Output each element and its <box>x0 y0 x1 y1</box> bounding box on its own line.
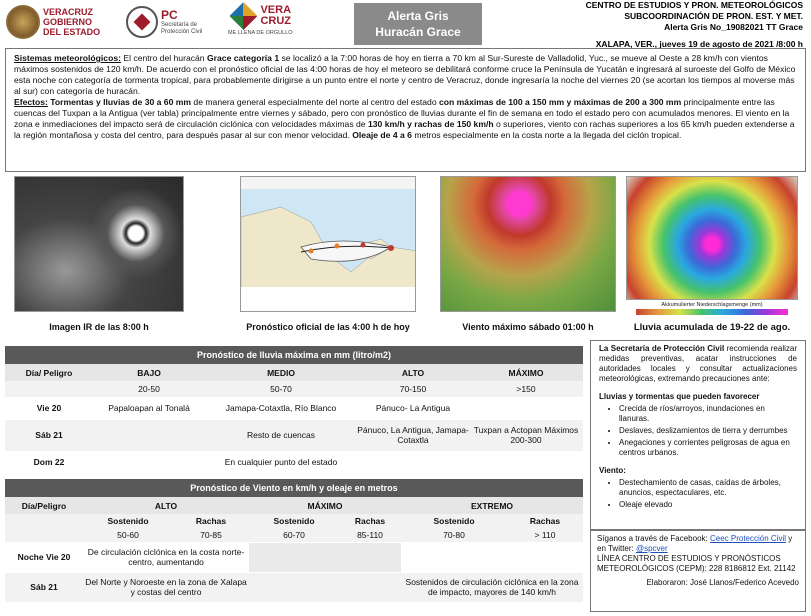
satellite-ir-image <box>14 176 184 312</box>
range-cell: 70-85 <box>173 528 249 542</box>
value-cell: Tuxpan a Actopan Máximos 200-300 <box>469 419 583 451</box>
gov-logo-line: VERACRUZ <box>43 7 94 17</box>
value-cell: Del Norte y Noroeste en la zona de Xalapa y costas del centro <box>83 572 249 602</box>
sistemas-text: se localizó a la 7:00 horas de hoy en tierra a 70 km al Sur-Sureste de Valladolid, Yuc., se mueve al Oeste a 28 km/h con vientos máximos sostenidos de 120 km/h. De acuerdo con el pronóstico oficial de las 4:00 horas de hoy el meteoro se debilitará conforme cruce la Península de Yucatán e ingresará al suroeste del Golfo de México esta noche con categoría de tormenta tropical, para probablemente dirigirse a un punto entre el norte y centro de Veracruz, donde ingresaría la noche del viernes 20 (se acortan los tiempos al moverse más al sur) con categoría de huracán. <box>14 53 796 96</box>
efectos-highlight: 130 km/h y rachas de 150 km/h <box>367 119 494 129</box>
contact-box <box>590 530 806 612</box>
subheader-cell: Rachas <box>173 514 249 528</box>
wind-subheader-row <box>5 514 583 528</box>
range-cell: > 110 <box>507 528 583 542</box>
value-cell <box>93 419 205 451</box>
rain-forecast-table <box>5 346 583 473</box>
state-seal-icon <box>6 5 40 39</box>
list-item: • Oleaje elevado <box>619 500 797 510</box>
lluvias-title: Lluvias y tormentas que pueden favorecer <box>599 392 760 401</box>
header-cell: Día/ Peligro <box>25 367 73 378</box>
facebook-link[interactable]: Ceec Protección Civil <box>709 534 786 543</box>
subheader-cell: Rachas <box>507 514 583 528</box>
author-credit: Elaboraron: José Llanos/Federico Acevedo <box>646 578 799 587</box>
header-cell: MÁXIMO <box>508 367 544 378</box>
range-cell: 85-110 <box>339 528 401 542</box>
value-cell <box>469 451 583 473</box>
range-cell: 70-150 <box>399 383 427 394</box>
social-line <box>597 534 799 554</box>
wind-table-title: Pronóstico de Viento en km/h y oleaje en metros <box>5 479 583 497</box>
wind-caption: Viento máximo sábado 01:00 h <box>462 322 594 332</box>
header-cell: BAJO <box>137 367 161 378</box>
alert-banner <box>354 3 482 45</box>
images-row <box>0 176 811 341</box>
day-cell: Vie 20 <box>5 397 93 419</box>
recommend-text: recomienda realizar medidas preventivas, acatar instrucciones de autoridades locales y consultar actualizaciones meteorológicas, extremando precauciones ante: <box>599 344 798 383</box>
table-row <box>5 451 583 473</box>
wind-header-row <box>5 497 583 514</box>
phone-line: LÍNEA CENTRO DE ESTUDIOS Y PRONÓSTICOS METEOROLÓGICOS (CEPM): 228 8186812 Ext. 21142 <box>597 554 796 573</box>
list-item: • Anegaciones y corrientes peligrosas de agua en centros urbanos. <box>619 438 797 458</box>
gov-logo-line: GOBIERNO <box>43 17 93 27</box>
subheader-cell: Sostenido <box>249 514 339 528</box>
rain-caption: Lluvia acumulada de 19-22 de ago. <box>633 322 791 333</box>
efectos-text: principalmente entre las cuencas del Tuxpan a la Antigua (ver tabla) principalmente entre viernes y sábado, pero con pronóstico de lluvias durante el fin de semana en todo el estado pero con acumulados menores. El viento en la zona e inmediaciones del impacto será de circulación ciclónica con velocidades máximas de <box>14 97 790 129</box>
rain-color-scale <box>636 309 788 315</box>
empty-cell <box>5 528 83 542</box>
vc-logo-word: CRUZ <box>260 15 292 27</box>
efectos-highlight: con máximas de 100 a 150 mm y máximas de 200 a 300 mm <box>439 97 682 107</box>
accumulated-rain-map <box>626 176 798 300</box>
value-cell: En cualquier punto del estado <box>205 451 357 473</box>
table-row <box>5 397 583 419</box>
value-cell: Pánuco- La Antigua <box>357 397 469 419</box>
header-cell: MÁXIMO <box>307 500 343 511</box>
subheader-cell: Rachas <box>339 514 401 528</box>
subheader-cell: Sostenido <box>83 514 173 528</box>
sistemas-text: El centro del huracán <box>120 53 207 63</box>
empty-cell <box>5 514 83 528</box>
list-item: • Destechamiento de casas, caídas de árboles, anuncios, espectaculares, etc. <box>619 478 797 498</box>
value-cell: Pánuco, La Antigua, Jamapa-Cotaxtla <box>357 419 469 451</box>
forecast-track-map <box>240 176 416 312</box>
table-row <box>5 542 583 572</box>
alert-number: Alerta Gris No_19082021 TT Grace <box>664 22 803 32</box>
veracruz-government-logo <box>6 2 100 42</box>
value-cell <box>249 542 401 572</box>
header <box>0 0 811 49</box>
forecast-tables <box>5 346 583 614</box>
header-cell: ALTO <box>154 500 178 511</box>
pc-shield-icon <box>126 6 158 38</box>
day-cell: Sáb 21 <box>5 419 93 451</box>
header-cell: Día/Peligro <box>21 500 67 511</box>
recommend-agency: La Secretaría de Protección Civil <box>599 344 725 353</box>
recommendations-box <box>590 340 806 530</box>
summary-box <box>5 48 806 172</box>
issue-date: XALAPA, VER., jueves 19 de agosto de 2021 /8:00 h <box>595 39 803 49</box>
header-cell: EXTREMO <box>470 500 514 511</box>
track-caption: Pronóstico oficial de las 4:00 h de hoy <box>246 322 410 332</box>
value-cell <box>357 451 469 473</box>
value-cell: De circulación ciclónica en la costa norte-centro, aumentando <box>83 542 249 572</box>
efectos-text: de manera general especialmente del norte al centro del estado <box>191 97 439 107</box>
range-cell: 60-70 <box>249 528 339 542</box>
efectos-paragraph <box>14 97 797 141</box>
day-cell: Noche Vie 20 <box>5 542 83 572</box>
table-row <box>5 572 583 602</box>
range-cell: 70-80 <box>401 528 507 542</box>
efectos-text: o superiores, viento con rachas superiores a los 65 km/h pueden extenderse a la región montañosa y costa del centro, para después pasar al sur con menor velocidad. <box>14 119 795 140</box>
value-cell <box>249 572 401 602</box>
alert-title: Alerta Gris <box>387 9 449 23</box>
viento-list <box>619 478 797 510</box>
vc-logo-word: VERA <box>260 4 292 16</box>
pc-logo-text: PC <box>161 7 178 22</box>
value-cell: Sostenidos de circulación ciclónica en la zona de impacto, mayores de 140 km/h <box>401 572 583 602</box>
day-cell: Dom 22 <box>5 451 93 473</box>
twitter-link[interactable]: @spcver <box>635 544 668 553</box>
value-cell <box>469 397 583 419</box>
efectos-text: metros especialmente en la costa norte a la llegada del ciclón tropical. <box>411 130 682 140</box>
sistemas-label: Sistemas meteorológicos: <box>14 53 121 63</box>
range-cell: 50-60 <box>83 528 173 542</box>
subheader-cell: Sostenido <box>401 514 507 528</box>
proteccion-civil-logo <box>126 2 202 42</box>
day-cell: Sáb 21 <box>5 572 83 602</box>
alert-subtitle: Huracán Grace <box>375 25 461 39</box>
efectos-label: Efectos: <box>14 97 48 107</box>
social-text: Síganos a través de Facebook: <box>597 534 710 543</box>
value-cell: Jamapa-Cotaxtla, Río Blanco <box>205 397 357 419</box>
sistemas-paragraph <box>14 53 797 97</box>
veracruz-mark-icon <box>229 2 257 30</box>
social-text: y en Twitter: <box>597 534 793 553</box>
viento-title: Viento: <box>599 466 626 475</box>
value-cell: Papaloapan al Tonalá <box>93 397 205 419</box>
header-cell: ALTO <box>401 367 425 378</box>
ir-caption: Imagen IR de las 8:00 h <box>49 322 149 332</box>
header-cell: MEDIO <box>267 367 295 378</box>
efectos-highlight: Tormentas y lluvias de 30 a 60 mm <box>47 97 192 107</box>
rain-table-title: Pronóstico de lluvia máxima en mm (litro/m2) <box>5 346 583 364</box>
pc-logo-subtext: Protección Civil <box>161 28 203 35</box>
max-wind-map <box>440 176 616 312</box>
list-item: • Crecida de ríos/arroyos, inundaciones en llanuras. <box>619 404 797 424</box>
efectos-highlight: Oleaje de 4 a 6 <box>352 130 412 140</box>
lluvias-list <box>619 404 797 458</box>
veracruz-lema-logo <box>228 2 293 42</box>
value-cell <box>93 451 205 473</box>
issuer-block <box>503 0 803 50</box>
range-cell: 20-50 <box>138 383 160 394</box>
vc-logo-lema: ME LLENA DE ORGULLO <box>228 30 293 36</box>
pc-logo-subtext: Secretaría de <box>161 21 198 28</box>
hurricane-category: Grace categoría 1 <box>206 53 280 63</box>
rain-scale-label: Akkumulierter Niederschlagsmenge (mm) <box>661 302 763 308</box>
value-cell <box>401 542 583 572</box>
wind-forecast-table <box>5 479 583 602</box>
recommend-lead <box>599 344 797 384</box>
rain-header-row <box>5 364 583 381</box>
range-cell: 50-70 <box>270 383 292 394</box>
table-row <box>5 419 583 451</box>
range-cell <box>5 381 93 397</box>
wind-values-row <box>5 528 583 542</box>
gov-logo-line: DEL ESTADO <box>43 27 101 37</box>
rain-range-row <box>5 381 583 397</box>
forecast-map-graphic <box>241 177 416 312</box>
issuer-center: CENTRO DE ESTUDIOS Y PRON. METEOROLÓGICOS <box>585 0 803 10</box>
value-cell: Resto de cuencas <box>205 419 357 451</box>
issuer-subcoord: SUBCOORDINACIÓN DE PRON. EST. Y MET. <box>624 11 803 21</box>
list-item: • Deslaves, deslizamientos de tierra y derrumbes <box>619 426 797 436</box>
range-cell: >150 <box>516 383 536 394</box>
